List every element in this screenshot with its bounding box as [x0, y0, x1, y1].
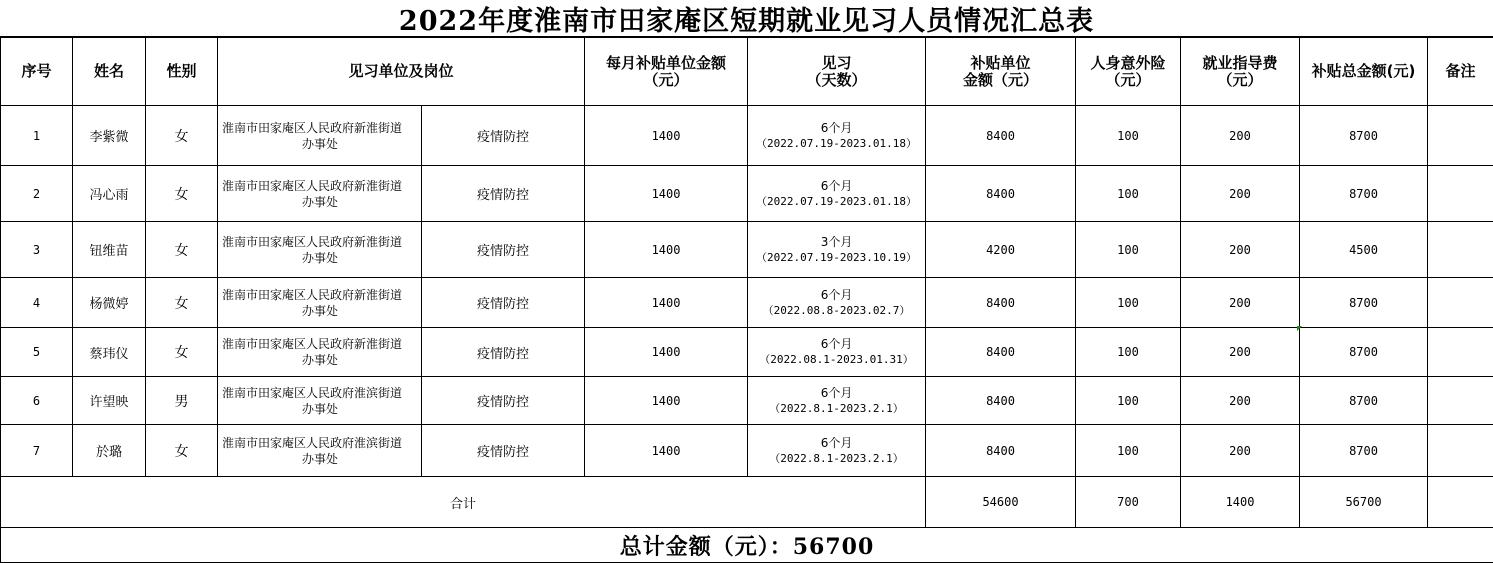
cell-monthly[interactable]: 1400	[585, 377, 748, 425]
cell-gender[interactable]: 女	[146, 106, 218, 166]
table-row	[1, 106, 1493, 166]
cell-name[interactable]: 许望映	[73, 377, 146, 425]
cell-total[interactable]: 4500	[1300, 222, 1428, 278]
cell-unit-amount[interactable]: 8400	[926, 425, 1076, 477]
cell-remark[interactable]	[1428, 328, 1493, 377]
header-days	[748, 38, 926, 106]
cell-period: （2022.07.19-2023.10.19）	[748, 250, 925, 266]
cell-unit[interactable]	[218, 278, 422, 328]
cell-months: 6个月	[748, 287, 925, 303]
cell-seq[interactable]: 1	[1, 106, 73, 166]
header-unit-amount	[926, 38, 1076, 106]
cell-unit-line2: 办事处	[222, 136, 421, 152]
cell-unit-line1: 淮南市田家庵区人民政府淮滨街道	[222, 435, 421, 451]
cell-total[interactable]: 8700	[1300, 328, 1428, 377]
summary-table	[0, 37, 1493, 563]
cell-unit-amount[interactable]: 8400	[926, 106, 1076, 166]
header-monthly-line2: （元）	[585, 72, 747, 89]
cell-period: （2022.8.1-2023.2.1）	[748, 401, 925, 417]
cell-days[interactable]	[748, 106, 926, 166]
cell-unit-line1: 淮南市田家庵区人民政府新淮街道	[222, 178, 421, 194]
cell-post[interactable]: 疫情防控	[422, 278, 585, 328]
cell-unit-amount[interactable]: 8400	[926, 166, 1076, 222]
header-insurance-line1: 人身意外险	[1076, 55, 1180, 72]
table-row	[1, 222, 1493, 278]
cell-monthly[interactable]: 1400	[585, 106, 748, 166]
cell-days[interactable]	[748, 166, 926, 222]
header-guidance-line1: 就业指导费	[1181, 55, 1299, 72]
cell-seq[interactable]: 6	[1, 377, 73, 425]
header-guidance	[1181, 38, 1300, 106]
subtotal-row	[1, 477, 1493, 528]
cell-monthly[interactable]: 1400	[585, 222, 748, 278]
subtotal-unit-amount[interactable]: 54600	[926, 477, 1076, 528]
cell-name[interactable]: 钮维苗	[73, 222, 146, 278]
header-unit-amount-line1: 补贴单位	[926, 55, 1075, 72]
cell-monthly[interactable]: 1400	[585, 166, 748, 222]
cell-unit[interactable]	[218, 425, 422, 477]
cell-unit-line2: 办事处	[222, 250, 421, 266]
cell-months: 6个月	[748, 385, 925, 401]
cell-unit-line2: 办事处	[222, 194, 421, 210]
cell-unit[interactable]	[218, 222, 422, 278]
cell-guidance[interactable]: 200	[1181, 425, 1300, 477]
cell-unit[interactable]	[218, 166, 422, 222]
cell-unit-line1: 淮南市田家庵区人民政府新淮街道	[222, 234, 421, 250]
cell-gender[interactable]: 女	[146, 278, 218, 328]
cell-total[interactable]: 8700	[1300, 377, 1428, 425]
cell-remark[interactable]	[1428, 106, 1493, 166]
header-unit: 见习单位及岗位	[218, 38, 585, 106]
cell-monthly[interactable]: 1400	[585, 425, 748, 477]
table-row	[1, 166, 1493, 222]
cell-gender[interactable]: 女	[146, 222, 218, 278]
header-row	[1, 38, 1493, 106]
cell-total[interactable]: 8700	[1300, 106, 1428, 166]
cell-total[interactable]: 8700	[1300, 425, 1428, 477]
cell-days[interactable]	[748, 222, 926, 278]
cell-gender[interactable]: 女	[146, 328, 218, 377]
subtotal-label[interactable]: 合计	[1, 477, 926, 528]
cell-post[interactable]: 疫情防控	[422, 222, 585, 278]
header-monthly	[585, 38, 748, 106]
cell-unit[interactable]	[218, 328, 422, 377]
header-remark: 备注	[1428, 38, 1493, 106]
cell-days[interactable]	[748, 278, 926, 328]
subtotal-insurance[interactable]: 700	[1076, 477, 1181, 528]
cell-remark[interactable]	[1428, 278, 1493, 328]
cell-unit-line1: 淮南市田家庵区人民政府新淮街道	[222, 287, 421, 303]
cell-seq[interactable]: 2	[1, 166, 73, 222]
cell-gender[interactable]: 女	[146, 166, 218, 222]
cell-remark[interactable]	[1428, 377, 1493, 425]
cell-unit-line2: 办事处	[222, 352, 421, 368]
cell-months: 6个月	[748, 336, 925, 352]
cell-seq[interactable]: 7	[1, 425, 73, 477]
subtotal-total[interactable]: 56700	[1300, 477, 1428, 528]
cell-insurance[interactable]: 100	[1076, 278, 1181, 328]
cell-guidance[interactable]: 200	[1181, 377, 1300, 425]
cell-unit-line2: 办事处	[222, 303, 421, 319]
cell-insurance[interactable]: 100	[1076, 328, 1181, 377]
cell-unit-amount[interactable]: 8400	[926, 278, 1076, 328]
cell-months: 6个月	[748, 120, 925, 136]
header-insurance-line2: （元）	[1076, 72, 1180, 89]
grand-total-row	[1, 528, 1493, 563]
subtotal-guidance[interactable]: 1400	[1181, 477, 1300, 528]
header-name: 姓名	[73, 38, 146, 106]
cell-guidance[interactable]: 200	[1181, 106, 1300, 166]
cell-name[interactable]: 於璐	[73, 425, 146, 477]
table-row	[1, 278, 1493, 328]
header-days-line2: （天数）	[748, 72, 925, 89]
header-gender: 性别	[146, 38, 218, 106]
grand-total[interactable]: 总计金额（元）：56700	[1, 528, 1493, 563]
cell-post[interactable]: 疫情防控	[422, 106, 585, 166]
header-seq: 序号	[1, 38, 73, 106]
cell-insurance[interactable]: 100	[1076, 166, 1181, 222]
cell-guidance[interactable]: 200	[1181, 328, 1300, 377]
cell-guidance[interactable]: 200	[1181, 166, 1300, 222]
cell-gender[interactable]: 男	[146, 377, 218, 425]
header-total: 补贴总金额(元)	[1300, 38, 1428, 106]
header-insurance	[1076, 38, 1181, 106]
subtotal-remark[interactable]	[1428, 477, 1493, 528]
cell-insurance[interactable]: 100	[1076, 377, 1181, 425]
cell-insurance[interactable]: 100	[1076, 106, 1181, 166]
cell-monthly[interactable]: 1400	[585, 278, 748, 328]
cell-guidance[interactable]: 200	[1181, 222, 1300, 278]
cell-post[interactable]: 疫情防控	[422, 166, 585, 222]
cell-post[interactable]: 疫情防控	[422, 377, 585, 425]
cell-seq[interactable]: 3	[1, 222, 73, 278]
cell-unit-amount[interactable]: 8400	[926, 377, 1076, 425]
cell-insurance[interactable]: 100	[1076, 425, 1181, 477]
cell-comment-indicator	[1297, 326, 1302, 331]
cell-days[interactable]	[748, 328, 926, 377]
cell-total[interactable]: 8700	[1300, 166, 1428, 222]
cell-seq[interactable]: 4	[1, 278, 73, 328]
sheet-title: 2022年度淮南市田家庵区短期就业见习人员情况汇总表	[0, 0, 1493, 37]
table-row	[1, 425, 1493, 477]
cell-period: （2022.07.19-2023.01.18）	[748, 194, 925, 210]
cell-post[interactable]: 疫情防控	[422, 425, 585, 477]
cell-seq[interactable]: 5	[1, 328, 73, 377]
cell-monthly[interactable]: 1400	[585, 328, 748, 377]
cell-insurance[interactable]: 100	[1076, 222, 1181, 278]
cell-gender[interactable]: 女	[146, 425, 218, 477]
cell-days[interactable]	[748, 377, 926, 425]
table-row	[1, 377, 1493, 425]
cell-period: （2022.08.8-2023.02.7）	[748, 303, 925, 319]
cell-period: （2022.07.19-2023.01.18）	[748, 136, 925, 152]
cell-unit[interactable]	[218, 377, 422, 425]
cell-name[interactable]: 冯心雨	[73, 166, 146, 222]
cell-period: （2022.8.1-2023.2.1）	[748, 451, 925, 467]
header-days-line1: 见习	[748, 55, 925, 72]
cell-name[interactable]: 李紫微	[73, 106, 146, 166]
cell-period: （2022.08.1-2023.01.31）	[748, 352, 925, 368]
cell-days[interactable]	[748, 425, 926, 477]
header-monthly-line1: 每月补贴单位金额	[585, 55, 747, 72]
cell-name[interactable]: 蔡玮仪	[73, 328, 146, 377]
cell-remark[interactable]	[1428, 222, 1493, 278]
cell-unit-amount[interactable]: 8400	[926, 328, 1076, 377]
cell-unit-line2: 办事处	[222, 451, 421, 467]
cell-remark[interactable]	[1428, 166, 1493, 222]
cell-months: 6个月	[748, 435, 925, 451]
header-guidance-line2: （元）	[1181, 72, 1299, 89]
cell-unit-line1: 淮南市田家庵区人民政府新淮街道	[222, 120, 421, 136]
cell-unit[interactable]	[218, 106, 422, 166]
header-unit-amount-line2: 金额（元）	[926, 72, 1075, 89]
cell-unit-amount[interactable]: 4200	[926, 222, 1076, 278]
cell-guidance[interactable]: 200	[1181, 278, 1300, 328]
cell-remark[interactable]	[1428, 425, 1493, 477]
cell-post[interactable]: 疫情防控	[422, 328, 585, 377]
cell-unit-line1: 淮南市田家庵区人民政府新淮街道	[222, 336, 421, 352]
cell-name[interactable]: 杨微婷	[73, 278, 146, 328]
cell-unit-line1: 淮南市田家庵区人民政府淮滨街道	[222, 385, 421, 401]
cell-months: 3个月	[748, 234, 925, 250]
cell-months: 6个月	[748, 178, 925, 194]
cell-total[interactable]: 8700	[1300, 278, 1428, 328]
table-row	[1, 328, 1493, 377]
cell-unit-line2: 办事处	[222, 401, 421, 417]
